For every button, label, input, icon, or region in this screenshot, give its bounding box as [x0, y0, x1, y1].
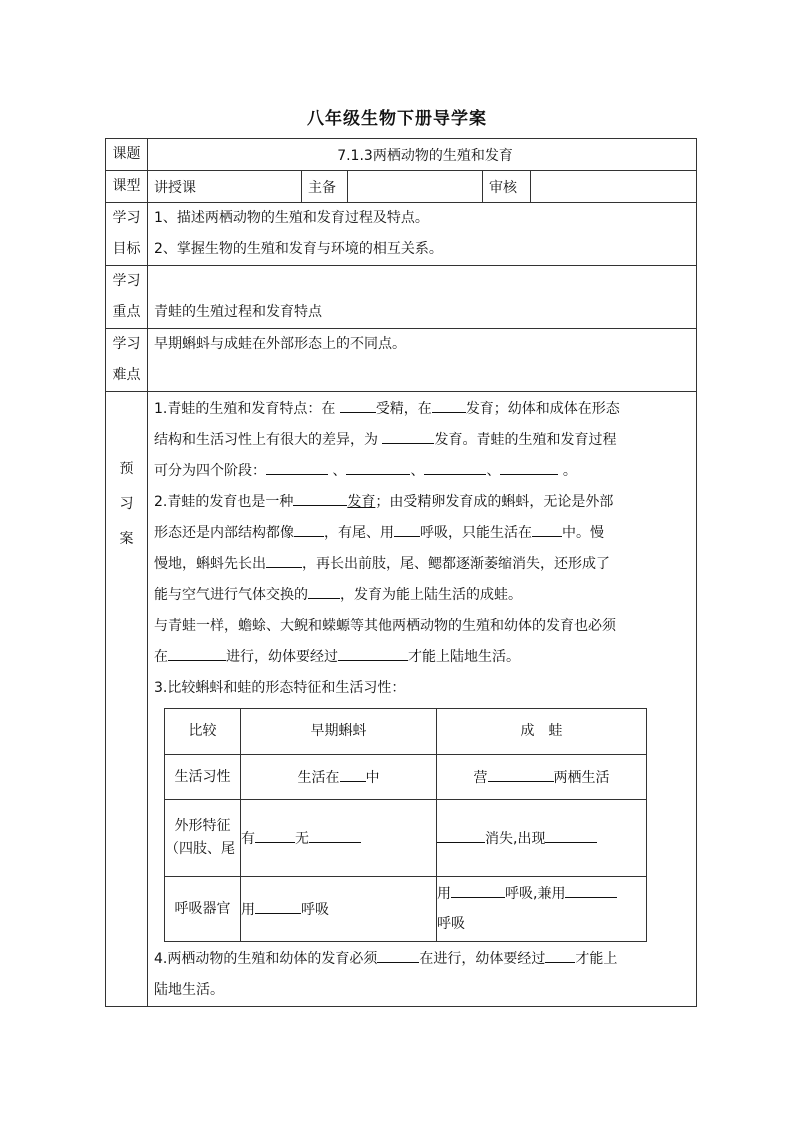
- review-label: 审核: [483, 171, 531, 203]
- header-compare: 比较: [165, 709, 241, 755]
- habit-frog: 营 两栖生活: [437, 755, 647, 800]
- difficulty-text: 早期蝌蚪与成蛙在外部形态上的不同点。: [154, 336, 406, 352]
- q1-line-3: 可分为四个阶段： 、 、 、 。: [154, 456, 690, 487]
- blank-development-type[interactable]: [382, 426, 434, 444]
- blank-first-limbs[interactable]: [266, 550, 302, 568]
- difficulty-cell: [148, 329, 697, 392]
- shape-label: 外形特征 （四肢、尾: [165, 800, 241, 877]
- study-guide-table: [105, 138, 697, 1007]
- blank-stage-1[interactable]: [266, 457, 328, 475]
- key-label-line2: 重点: [112, 304, 141, 320]
- diff-label-line2: 难点: [112, 367, 141, 383]
- breathing-row: [165, 877, 647, 942]
- goals-label-line2: 目标: [112, 241, 141, 257]
- blank-stage-3[interactable]: [424, 457, 486, 475]
- type-label: 课型: [106, 171, 148, 203]
- key-points-cell: [148, 266, 697, 329]
- q4-line-1: 4.两栖动物的生殖和幼体的发育必须 在进行，幼体要经过 才能上: [154, 944, 690, 975]
- goals-row: [106, 203, 697, 266]
- blank-frog-habitat[interactable]: [488, 764, 554, 782]
- goals-cell: [148, 203, 697, 266]
- blank-tadpole-habitat[interactable]: [340, 764, 366, 782]
- goals-label: [106, 203, 148, 266]
- q2b-line-2: 在 进行，幼体要经过 才能上陆地生活。: [154, 642, 690, 673]
- q2-line-4: 能与空气进行气体交换的 ，发育为能上陆生活的成蛙。: [154, 580, 690, 611]
- q3-heading: 3.比较蝌蚪和蛙的形态特征和生活习性：: [154, 680, 406, 696]
- header-tadpole: 早期蝌蚪: [241, 709, 437, 755]
- habit-row: [165, 755, 647, 800]
- q1-line-1: 1.青蛙的生殖和发育特点：在 受精，在 发育；幼体和成体在形态: [154, 394, 690, 425]
- blank-environment[interactable]: [168, 643, 226, 661]
- diff-label-line1: 学习: [112, 336, 141, 352]
- difficulty-label: [106, 329, 148, 392]
- blank-stage-2[interactable]: [346, 457, 410, 475]
- blank-development-place[interactable]: [432, 395, 466, 413]
- blank-frog-lost[interactable]: [437, 825, 485, 843]
- preview-row: [106, 392, 697, 1007]
- key-points-text: 青蛙的生殖过程和发育特点: [154, 304, 322, 320]
- blank-resembles[interactable]: [294, 519, 324, 537]
- shape-frog: 消失,出现: [437, 800, 647, 877]
- q2b-line-1: 与青蛙一样，蟾蜍、大鲵和蝾螈等其他两栖动物的生殖和幼体的发育也必须: [154, 618, 616, 634]
- blank-lungs[interactable]: [308, 581, 340, 599]
- breathing-frog: 用 呼吸,兼用 呼吸: [437, 877, 647, 942]
- topic-row: [106, 139, 697, 171]
- q2-line-1: 2.青蛙的发育也是一种 发育；由受精卵发育成的蝌蚪，无论是外部: [154, 487, 690, 518]
- blank-habitat[interactable]: [532, 519, 562, 537]
- blank-tadpole-lacks[interactable]: [309, 825, 361, 843]
- preview-content: [148, 392, 697, 1007]
- review-value-cell[interactable]: [531, 171, 697, 203]
- topic-value: 7.1.3两栖动物的生殖和发育: [148, 139, 697, 171]
- topic-label: 课题: [106, 139, 148, 171]
- goals-label-line1: 学习: [112, 210, 141, 226]
- blank-metamorphosis-1[interactable]: [293, 488, 347, 506]
- goal-item-2: 2、掌握生物的生殖和发育与环境的相互关系。: [154, 241, 443, 257]
- type-value: 讲授课: [148, 171, 302, 203]
- page-title: 八年级生物下册导学案: [307, 109, 487, 129]
- breathing-label: 呼吸器官: [165, 877, 241, 942]
- habit-tadpole: 生活在 中: [241, 755, 437, 800]
- q2-line-3: 慢地，蝌蚪先长出 ，再长出前肢，尾、鳃都逐渐萎缩消失，还形成了: [154, 549, 690, 580]
- header-frog: 成 蛙: [437, 709, 647, 755]
- q4-line-2: 陆地生活。: [154, 982, 224, 998]
- preview-label-char-1: 预: [119, 461, 134, 477]
- blank-q4-environment[interactable]: [377, 945, 419, 963]
- goal-item-1: 1、描述两栖动物的生殖和发育过程及特点。: [154, 210, 429, 226]
- preview-label-char-2: 习: [119, 496, 134, 512]
- blank-q4-metamorphosis[interactable]: [545, 945, 575, 963]
- key-points-row: [106, 266, 697, 329]
- blank-stage-4[interactable]: [500, 457, 558, 475]
- blank-metamorphosis-2[interactable]: [338, 643, 408, 661]
- blank-fertilization-place[interactable]: [340, 395, 376, 413]
- q1-line-2: 结构和生活习性上有很大的差异，为 发育。青蛙的生殖和发育过程: [154, 425, 690, 456]
- type-row: [106, 171, 697, 203]
- blank-frog-appears[interactable]: [545, 825, 597, 843]
- blank-tadpole-has[interactable]: [255, 825, 295, 843]
- key-points-label: [106, 266, 148, 329]
- shape-tadpole: 有 无: [241, 800, 437, 877]
- habit-label: 生活习性: [165, 755, 241, 800]
- difficulty-row: [106, 329, 697, 392]
- blank-frog-organ[interactable]: [451, 880, 505, 898]
- blank-tadpole-organ[interactable]: [255, 896, 301, 914]
- prep-label: 主备: [302, 171, 348, 203]
- comparison-header-row: [165, 709, 647, 755]
- shape-row: [165, 800, 647, 877]
- breathing-tadpole: 用 呼吸: [241, 877, 437, 942]
- blank-breathing-organ[interactable]: [394, 519, 420, 537]
- prep-value-cell[interactable]: [348, 171, 483, 203]
- q2-line-2: 形态还是内部结构都像 ，有尾、用 呼吸，只能生活在 中。慢: [154, 518, 690, 549]
- key-label-line1: 学习: [112, 273, 141, 289]
- blank-frog-aux-organ[interactable]: [565, 880, 617, 898]
- preview-label: [106, 392, 148, 1007]
- preview-label-char-3: 案: [119, 531, 134, 547]
- comparison-table: [164, 708, 647, 942]
